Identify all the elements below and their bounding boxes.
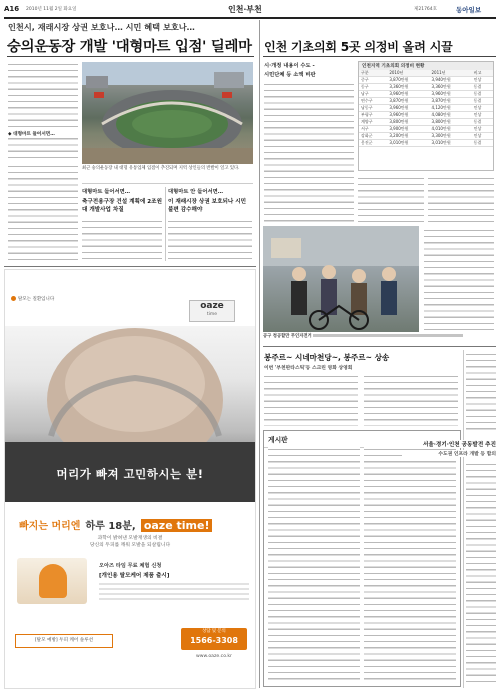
bottom-body-col2: [364, 374, 458, 426]
table-cell: 인상: [472, 133, 493, 140]
bicycle-photo-caption-label: [263, 334, 495, 340]
expense-table-box: [358, 61, 494, 171]
subhead-2-text: [168, 219, 252, 261]
ad-tagline: [19, 514, 249, 533]
table-cell: 3,960만원: [387, 112, 429, 119]
bicycle-photo: [263, 226, 419, 332]
table-header: 2011년: [430, 70, 472, 77]
stadium-illustration: [82, 62, 253, 164]
table-cell: 서구: [359, 126, 387, 133]
table-cell: 동결: [472, 84, 493, 91]
bulletin-board: [263, 430, 461, 687]
expense-table: [359, 70, 493, 147]
caption-text-lines: [313, 334, 463, 337]
table-cell: 3,900만원: [387, 126, 429, 133]
right-body-col2: [358, 176, 424, 222]
phone-number: 1566-3308: [190, 636, 238, 645]
ad-offer-1: 오아즈 타임 무료 체험 신청: [99, 563, 162, 569]
board-col2: [364, 447, 456, 683]
table-cell: 인상: [472, 105, 493, 112]
table-cell: 3,200만원: [387, 133, 429, 140]
product-device: [39, 564, 67, 598]
bottom-subline: 이번 '부천판타스틱'등 스크린 영화 상영회: [264, 366, 353, 371]
table-cell: 동구: [359, 84, 387, 91]
board-col1: [268, 447, 360, 683]
bottom-headline: 봉주르~ 시네마천당~, 봉주르~ 상송: [264, 353, 390, 362]
side-subline: 수도권 인프라 개발 등 합의: [402, 450, 496, 457]
ad-phone-box[interactable]: [181, 628, 247, 650]
table-cell: 4,080만원: [430, 112, 472, 119]
table-row: [359, 105, 493, 112]
right-body-col3: [428, 176, 494, 222]
table-row: [359, 77, 493, 84]
tagline-brand: oaze time!: [141, 519, 213, 532]
table-cell: 동결: [472, 119, 493, 126]
table-cell: 동결: [472, 91, 493, 98]
ad-offer-2: [개인용 탈모케어 제품 출시]: [99, 573, 170, 579]
table-cell: 중구: [359, 77, 387, 84]
left-sub-label: ◆ 대형마트 들어서면…: [8, 131, 78, 137]
ad-desc-1: 과학이 밝혀낸 모발재생의 비결: [97, 536, 163, 541]
table-row: [359, 133, 493, 140]
page-number: A16: [4, 5, 20, 13]
table-cell: 4,120만원: [430, 105, 472, 112]
right-headline: 인천 기초의회 5곳 의정비 올려 시끌: [264, 40, 453, 54]
side-top-text: [466, 352, 496, 430]
right-kicker-2: 시민단체 등 소액 비판: [264, 72, 316, 78]
table-row: [359, 91, 493, 98]
table-cell: 인상: [472, 77, 493, 84]
table-row: [359, 98, 493, 105]
right-kicker-1: 시·개정 내용이 수도 -: [264, 63, 315, 69]
table-cell: 3,800만원: [387, 119, 429, 126]
issue-number: 제21764호: [414, 7, 438, 12]
table-cell: 3,960만원: [387, 105, 429, 112]
table-cell: 계양구: [359, 119, 387, 126]
table-row: [359, 84, 493, 91]
table-cell: 부평구: [359, 112, 387, 119]
table-cell: 3,870만원: [387, 98, 429, 105]
side-headline: 서울·경기·인천 공동발전 추진: [402, 440, 496, 448]
table-header: 비고: [472, 70, 493, 77]
bottom-body-col1: [264, 374, 358, 426]
right-body-col4: [424, 228, 494, 332]
section-title: 인천·부천: [228, 4, 262, 14]
table-cell: 3,360만원: [430, 84, 472, 91]
subhead-1-text: [82, 219, 162, 261]
phone-label: 상담 및 문의: [202, 629, 226, 634]
table-cell: 3,010만원: [430, 140, 472, 147]
table-cell: 3,010만원: [387, 140, 429, 147]
ad-offer-fineprint: [99, 582, 249, 600]
table-title: 인천지역 기초의회 의정비 현황: [359, 62, 493, 70]
ad-url[interactable]: www.oaze.co.kr: [196, 654, 232, 659]
table-cell: 3,960만원: [430, 91, 472, 98]
table-cell: 옹진군: [359, 140, 387, 147]
ad-brand-logo: [189, 300, 235, 322]
table-cell: 인상: [472, 112, 493, 119]
subhead-1-label: 대형마트 들어서면…: [82, 189, 131, 195]
table-cell: 3,870만원: [387, 77, 429, 84]
people-illustration: [263, 226, 419, 332]
tagline-pre: 빠지는 머리엔: [19, 521, 81, 532]
subhead-1-body: 축구전용구장 건설 계획에 2조원대 개발사업 차질: [82, 199, 162, 213]
subhead-2-label: 대형마트 안 들어서면…: [168, 189, 224, 195]
table-cell: 동결: [472, 140, 493, 147]
left-body-col1b: [8, 164, 78, 261]
masthead-date: 2010년 11월 2일 화요일: [26, 7, 77, 12]
newspaper-name: 동아일보: [456, 6, 482, 14]
table-header: 2010년: [387, 70, 429, 77]
tagline-mid: 하루 18분,: [85, 521, 136, 532]
table-row: [359, 140, 493, 147]
left-kicker: 인천시, 재래시장 상권 보호나… 시민 혜택 보호나…: [8, 22, 195, 32]
table-cell: 4,010만원: [430, 126, 472, 133]
ad-badge: 탈모는 질환입니다: [11, 296, 54, 302]
table-cell: 3,360만원: [387, 84, 429, 91]
table-cell: 강화군: [359, 133, 387, 140]
ad-bottom-left[interactable]: [탈모 예방] 두피 케어 솔루션: [15, 634, 113, 648]
table-row: [359, 119, 493, 126]
left-headline: 숭의운동장 개발 '대형마트 입점' 딜레마: [7, 39, 252, 55]
table-cell: 남구: [359, 91, 387, 98]
brand-name: oaze: [200, 301, 224, 311]
table-cell: 동결: [472, 98, 493, 105]
table-cell: 남동구: [359, 105, 387, 112]
left-body-col1: [8, 62, 78, 162]
stadium-photo-caption: 최근 숭의운동장 내 대형 유통업체 입점이 추진되며 지역 상인들의 반발이 일고 있다.: [82, 166, 240, 171]
table-cell: 3,300만원: [430, 133, 472, 140]
masthead: [4, 3, 496, 17]
bicycle-photo-caption: 공구 청공할만 무인자전거: [263, 334, 314, 339]
brand-sub: time: [206, 312, 218, 317]
stadium-photo: [82, 62, 253, 164]
ad-slogan: 머리가 빠져 고민하시는 분!: [56, 467, 204, 481]
table-row: [359, 126, 493, 133]
oaze-ad[interactable]: [4, 269, 256, 689]
ad-desc-2: 당신의 두피를 깨워 모발을 되살립니다: [89, 543, 171, 548]
table-cell: 연수구: [359, 98, 387, 105]
table-row: [359, 112, 493, 119]
ad-product-photo: [17, 558, 87, 604]
table-cell: 3,800만원: [430, 119, 472, 126]
table-cell: 3,870만원: [430, 98, 472, 105]
table-cell: 3,940만원: [430, 77, 472, 84]
board-title: 게시판: [264, 431, 460, 448]
subhead-2-body: 이 재래시장 상권 보호되나 시민 불편 감수해야: [168, 199, 247, 213]
table-body: [359, 77, 493, 147]
table-cell: 3,960만원: [387, 91, 429, 98]
table-cell: 인상: [472, 126, 493, 133]
right-body-col1: [264, 82, 354, 222]
side-bottom-text: [466, 462, 496, 686]
table-header: 구분: [359, 70, 387, 77]
badge-icon: [11, 296, 16, 301]
